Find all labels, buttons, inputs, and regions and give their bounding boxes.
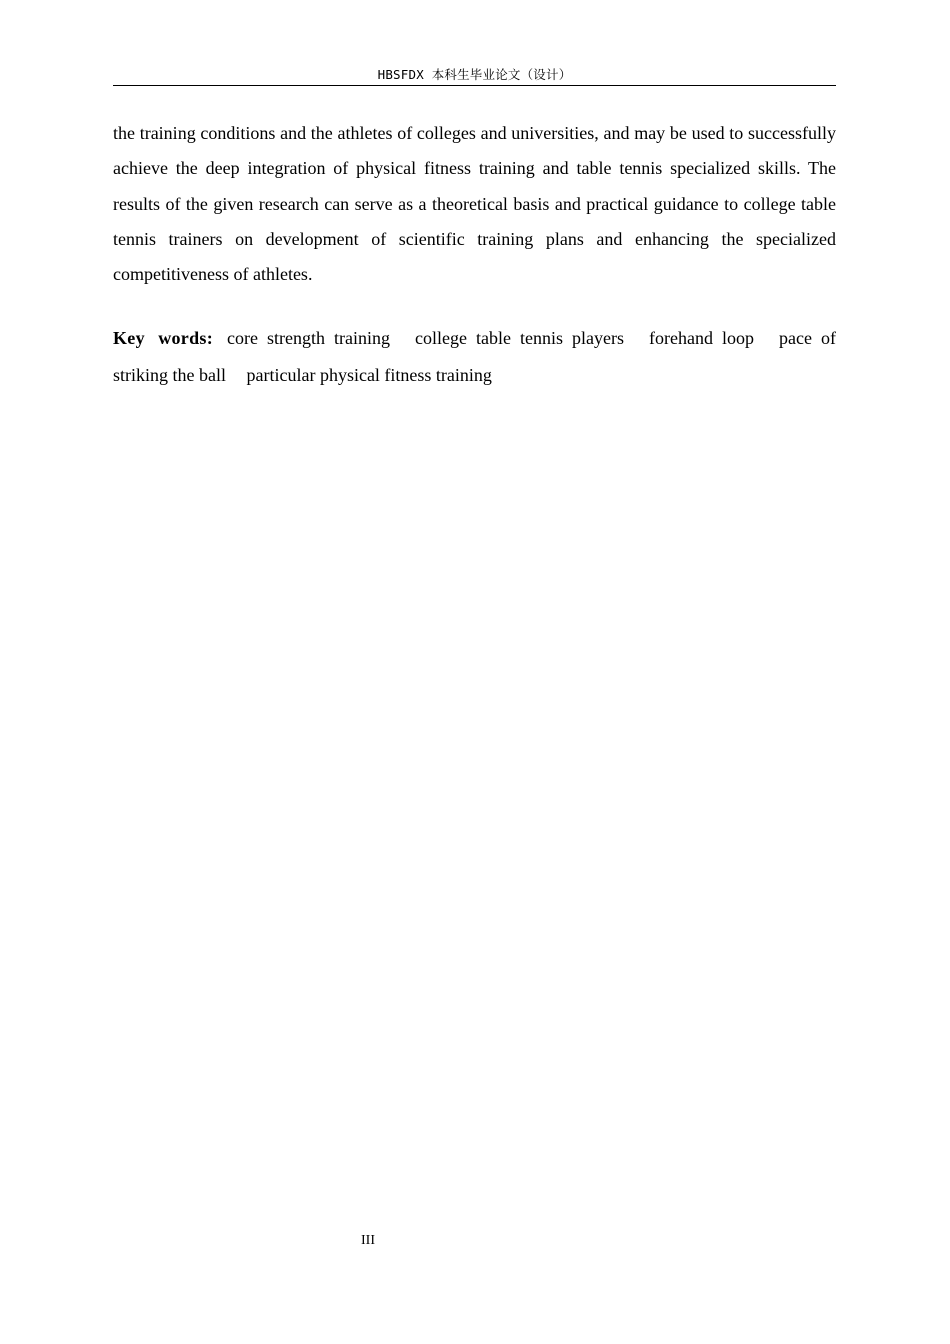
abstract-paragraph: the training conditions and the athletes of colleges and universities, and may be used to successfully achieve the deep integration of physical fitness training and table tennis specialized skills. The results of the given research can serve as a theoretical basis and practical guidance to college table tennis trainers on development of scientific training plans and enhancing the specialized competitiveness of athletes.	[113, 123, 836, 285]
running-header: HBSFDX 本科生毕业论文（设计）	[377, 67, 572, 82]
keyword-item: college table tennis players	[415, 328, 624, 348]
keyword-item: core strength training	[227, 328, 390, 348]
keyword-item: particular physical fitness training	[246, 365, 492, 385]
page-number: III	[361, 1233, 375, 1248]
header-rule	[113, 85, 836, 86]
keyword-item: pace of striking the ball	[113, 328, 836, 385]
keywords-block	[113, 320, 836, 394]
keywords-label: Key words:	[113, 328, 214, 348]
keyword-item: forehand loop	[649, 328, 754, 348]
